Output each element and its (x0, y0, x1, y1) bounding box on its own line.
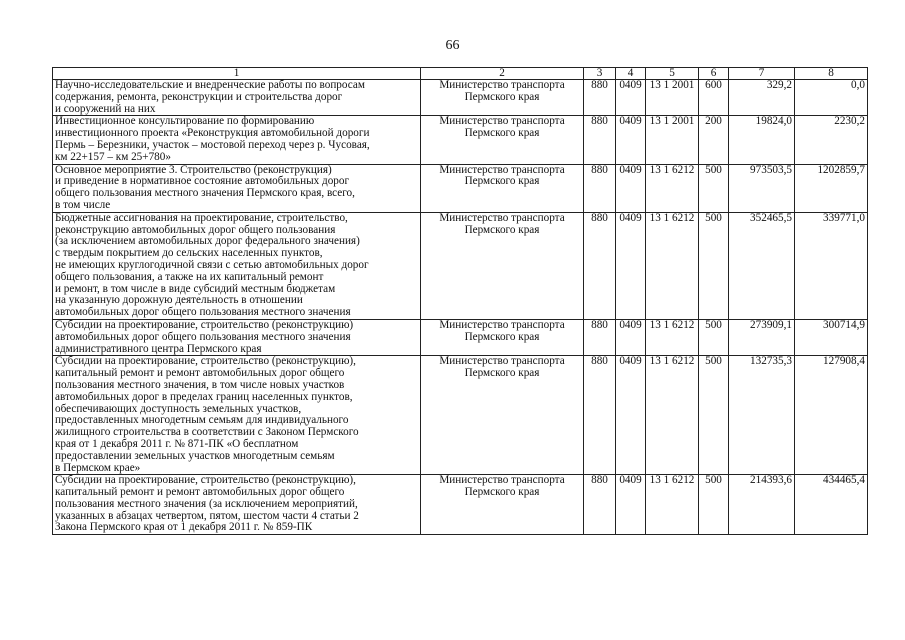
row-col-8: 1202859,7 (795, 164, 868, 212)
row-col-3: 880 (584, 212, 616, 319)
table-row (53, 164, 868, 212)
page-number: 66 (445, 38, 460, 53)
column-header-2: 2 (421, 68, 584, 80)
row-col-5: 13 1 6212 (646, 356, 699, 475)
header-row (53, 68, 868, 80)
column-header-1: 1 (53, 68, 421, 80)
row-col-5: 13 1 6212 (646, 475, 699, 535)
row-name: Субсидии на проектирование, строительство (реконструкцию), капитальный ремонт и ремонт автомобильных дорог общего пользования местного значения, в том числе новых участков автомобильных дорог в пределах границ населенных пунктов, обеспечивающих доступность земельных участков, предоставленных многодетным семьям для индивидуального жилищного строительства в соответствии с Законом Пермского края от 1 декабря 2011 г. № 871-ПК «О бесплатном предоставлении земельных участков многодетным семьям в Пермском крае» (53, 356, 421, 475)
row-col-8: 300714,9 (795, 319, 868, 355)
row-col-6: 500 (699, 356, 729, 475)
row-col-6: 500 (699, 212, 729, 319)
row-col-7: 214393,6 (729, 475, 795, 535)
row-col-5: 13 1 2001 (646, 80, 699, 116)
row-col-3: 880 (584, 80, 616, 116)
row-name: Субсидии на проектирование, строительство (реконструкцию), капитальный ремонт и ремонт автомобильных дорог общего пользования местного значения (за исключением мероприятий, указанных в абзацах четвертом, пятом, шестом части 4 статьи 2 Закона Пермского края от 1 декабря 2011 г. № 859-ПК (53, 475, 421, 535)
column-header-7: 7 (729, 68, 795, 80)
row-col-4: 0409 (616, 356, 646, 475)
row-col-5: 13 1 2001 (646, 116, 699, 164)
row-col-6: 500 (699, 319, 729, 355)
row-col-8: 2230,2 (795, 116, 868, 164)
table-row (53, 80, 868, 116)
row-col-3: 880 (584, 164, 616, 212)
column-header-6: 6 (699, 68, 729, 80)
table-row (53, 475, 868, 535)
row-col-8: 434465,4 (795, 475, 868, 535)
row-col-5: 13 1 6212 (646, 319, 699, 355)
row-name: Бюджетные ассигнования на проектирование, строительство, реконструкцию автомобильных дорог общего пользования (за исключением автомобильных дорог федерального значения) с твердым покрытием до сельских населенных пунктов, не имеющих круглогодичной связи с сетью автомобильных дорог общего пользования, а также на их капитальный ремонт и ремонт, в том числе в виде субсидий местным бюджетам на указанную дорожную деятельность в отношении автомобильных дорог общего пользования местного значения (53, 212, 421, 319)
row-col-6: 200 (699, 116, 729, 164)
row-name: Субсидии на проектирование, строительство (реконструкцию) автомобильных дорог общего пользования местного значения административного центра Пермского края (53, 319, 421, 355)
row-name: Инвестиционное консультирование по формированию инвестиционного проекта «Реконструкция автомобильной дороги Пермь – Березники, участок – мостовой переход через р. Чусовая, км 22+157 – км 25+780» (53, 116, 421, 164)
row-ministry: Министерство транспорта Пермского края (421, 319, 584, 355)
row-ministry: Министерство транспорта Пермского края (421, 164, 584, 212)
row-name: Научно-исследовательские и внедренческие работы по вопросам содержания, ремонта, реконструкции и строительства дорог и сооружений на них (53, 80, 421, 116)
row-col-3: 880 (584, 475, 616, 535)
column-header-4: 4 (616, 68, 646, 80)
row-col-3: 880 (584, 319, 616, 355)
row-col-4: 0409 (616, 164, 646, 212)
budget-table (52, 67, 868, 535)
row-ministry: Министерство транспорта Пермского края (421, 80, 584, 116)
row-ministry: Министерство транспорта Пермского края (421, 116, 584, 164)
row-col-7: 19824,0 (729, 116, 795, 164)
row-col-8: 0,0 (795, 80, 868, 116)
row-col-4: 0409 (616, 116, 646, 164)
row-col-7: 352465,5 (729, 212, 795, 319)
row-col-5: 13 1 6212 (646, 212, 699, 319)
row-col-4: 0409 (616, 212, 646, 319)
row-col-5: 13 1 6212 (646, 164, 699, 212)
row-col-4: 0409 (616, 475, 646, 535)
row-col-4: 0409 (616, 80, 646, 116)
row-col-4: 0409 (616, 319, 646, 355)
row-ministry: Министерство транспорта Пермского края (421, 212, 584, 319)
table-row (53, 212, 868, 319)
row-col-7: 973503,5 (729, 164, 795, 212)
row-col-3: 880 (584, 116, 616, 164)
row-col-8: 127908,4 (795, 356, 868, 475)
row-col-3: 880 (584, 356, 616, 475)
row-col-6: 500 (699, 475, 729, 535)
column-header-3: 3 (584, 68, 616, 80)
row-col-8: 339771,0 (795, 212, 868, 319)
row-ministry: Министерство транспорта Пермского края (421, 356, 584, 475)
row-col-7: 329,2 (729, 80, 795, 116)
row-name: Основное мероприятие 3. Строительство (реконструкция) и приведение в нормативное состояние автомобильных дорог общего пользования местного значения Пермского края, всего, в том числе (53, 164, 421, 212)
row-ministry: Министерство транспорта Пермского края (421, 475, 584, 535)
column-header-8: 8 (795, 68, 868, 80)
row-col-6: 500 (699, 164, 729, 212)
row-col-7: 273909,1 (729, 319, 795, 355)
column-header-5: 5 (646, 68, 699, 80)
table-row (53, 356, 868, 475)
row-col-7: 132735,3 (729, 356, 795, 475)
row-col-6: 600 (699, 80, 729, 116)
table-row (53, 319, 868, 355)
table-row (53, 116, 868, 164)
